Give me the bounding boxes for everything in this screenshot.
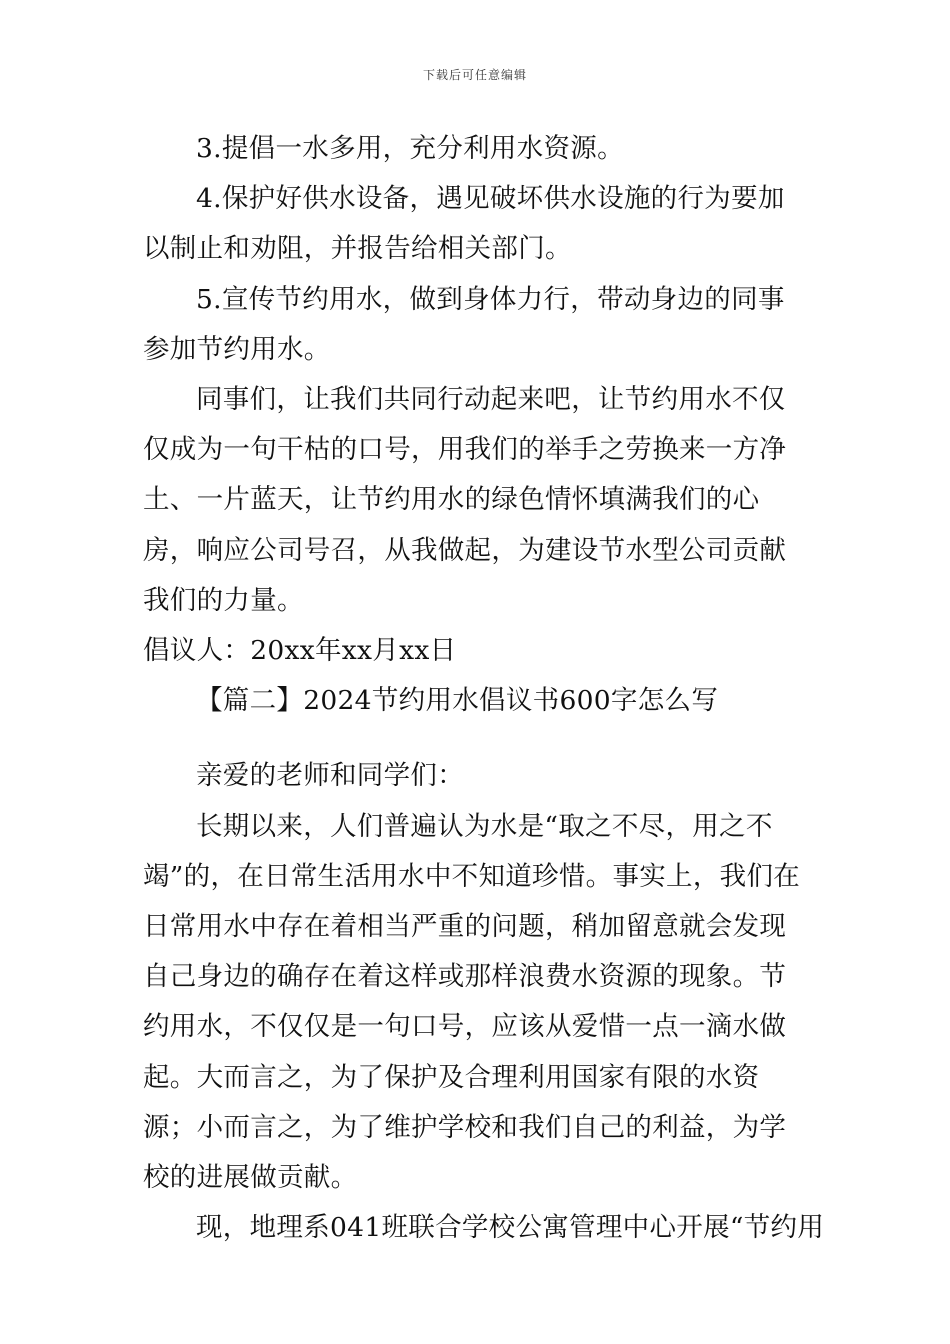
- greeting: 亲爱的老师和同学们：: [196, 760, 464, 792]
- paragraph-long-term: 长期以来，人们普遍认为水是“取之不尽，用之不竭”的，在日常生活用水中不知道珍惜。事实上，我们在日常用水中存在着相当严重的问题，稍加留意就会发现自己身边的确存在着这样或那样浪费水资源的现象。节约用水，不仅仅是一句口号，应该从爱惜一点一滴水做起。大而言之，为了保护及合理利用国家有限的水资源；小而言之，为了维护学校和我们自己的利益，为学校的进展做贡献。: [143, 810, 801, 1194]
- page-header: 下载后可任意编辑: [422, 68, 527, 82]
- paragraph-colleagues: 同事们，让我们共同行动起来吧，让节约用水不仅仅成为一句干枯的口号，用我们的举手之劳换来一方净土、一片蓝天，让节约用水的绿色情怀填满我们的心房，响应公司号召，从我做起，为建设节水型公司贡献我们的力量。: [143, 384, 787, 616]
- paragraph-item-5: 5.宣传节约用水，做到身体力行，带动身边的同事参加节约用水。: [143, 283, 785, 365]
- section-title: 【篇二】2024节约用水倡议书600字怎么写: [196, 685, 719, 717]
- paragraph-now: 现，地理系041班联合学校公寓管理中心开展“节约用: [196, 1212, 825, 1244]
- paragraph-item-4: 4.保护好供水设备，遇见破坏供水设施的行为要加以制止和劝阻，并报告给相关部门。: [143, 183, 785, 265]
- paragraph-item-3: 3.提倡一水多用，充分利用水资源。: [196, 133, 624, 164]
- signature-line: 倡议人：20xx年xx月xx日: [143, 635, 457, 667]
- document-body: [143, 124, 825, 1253]
